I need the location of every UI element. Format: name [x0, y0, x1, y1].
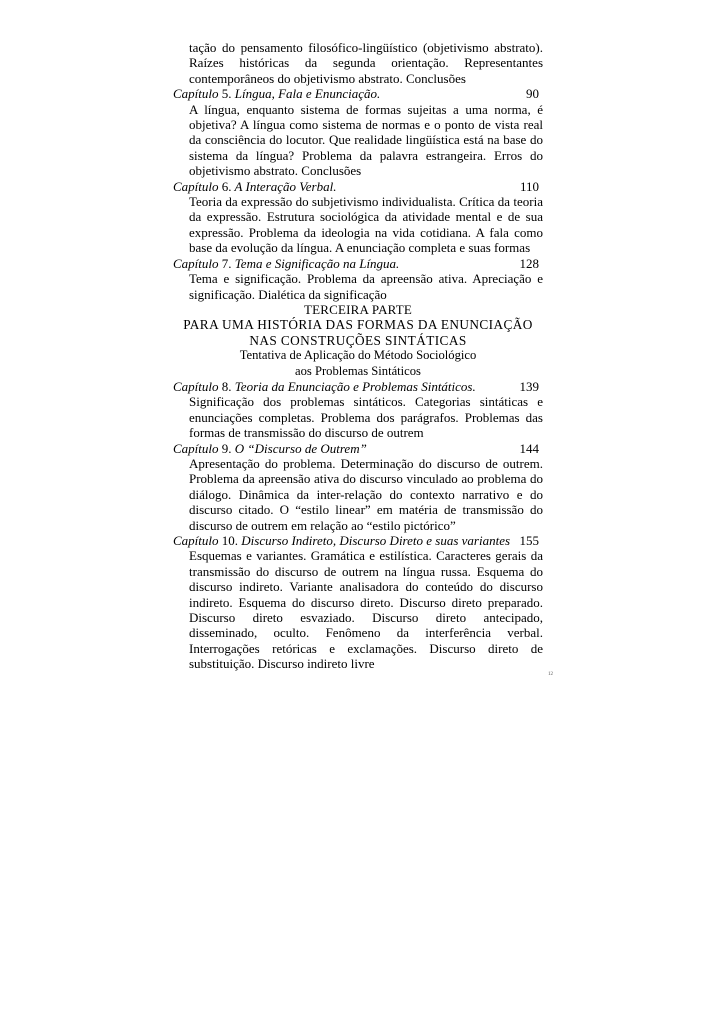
table-of-contents [173, 40, 543, 672]
chapter-number: 5. [221, 86, 232, 102]
chapter-page-number: 139 [519, 378, 539, 394]
chapter-lead: Capítulo [173, 255, 219, 271]
chapter-number: 10. [221, 533, 239, 548]
part-subtitle-line-1: Tentativa de Aplicação do Método Sociológico [239, 348, 477, 363]
chapter-9-description: Apresentação do problema. Determinação do discurso de outrem. Problema da apreensão ativa do discurso vinculado ao problema do diálogo. Dinâmica da inter-relação do contexto narrativo e do discurso citado. O “estilo linear” em matéria de transmissão do discurso de outrem em relação ao “estilo pictórico” [189, 455, 543, 533]
chapter-title: O “Discurso de Outrem” [234, 440, 367, 456]
chapter-8-heading [173, 379, 543, 394]
page-folio-number: 12 [548, 672, 553, 677]
chapter-page-number: 110 [519, 178, 539, 194]
chapter-10-heading [173, 533, 543, 548]
part-title-line-1: PARA UMA HISTÓRIA DAS FORMAS DA ENUNCIAÇÃO [183, 317, 533, 333]
chapter-title: A Interação Verbal. [234, 178, 337, 194]
chapter-page-number: 144 [519, 440, 539, 456]
chapter-lead: Capítulo [173, 533, 219, 548]
chapter-title: Língua, Fala e Enunciação. [234, 86, 381, 102]
chapter-7-description: Tema e significação. Problema da apreensão ativa. Apreciação e significação. Dialética da significação [189, 271, 543, 302]
chapter-number: 6. [221, 178, 232, 194]
part-heading: TERCEIRA PARTE [303, 301, 413, 317]
chapter-number: 9. [221, 440, 232, 456]
chapter-7-heading [173, 256, 543, 271]
chapter-lead: Capítulo [173, 378, 219, 394]
chapter-page-number: 90 [526, 86, 539, 102]
chapter-8-description: Significação dos problemas sintáticos. Categorias sintáticas e enunciações completas. Problema dos parágrafos. Problemas das formas de transmissão do discurso de outrem [189, 394, 543, 441]
chapter-number: 8. [221, 378, 232, 394]
chapter-title: Tema e Significação na Língua. [234, 255, 400, 271]
part-subtitle-line-2: aos Problemas Sintáticos [295, 363, 421, 378]
chapter-lead: Capítulo [173, 440, 219, 456]
chapter-10-description: Esquemas e variantes. Gramática e estilística. Caracteres gerais da transmissão do discurso de outrem na língua russa. Esquema do discurso indireto. Variante analisadora do conteúdo do discurso indireto. Esquema do discurso direto. Discurso direto preparado. Discurso direto esvaziado. Discurso direto antecipado, disseminado, oculto. Fenômeno da interferência verbal. Interrogações retóricas e exclamações. Discurso direto de substituição. Discurso indireto livre [189, 548, 543, 672]
chapter-6-description: Teoria da expressão do subjetivismo individualista. Crítica da teoria da expressão. Estrutura sociológica da atividade mental e de sua expressão. Problema da ideologia na vida cotidiana. A fala como base da evolução da língua. A enunciação completa e suas formas [189, 194, 543, 256]
chapter-lead: Capítulo [173, 86, 219, 102]
intro-description: tação do pensamento filosófico-lingüístico (objetivismo abstrato). Raízes históricas da segunda orientação. Representantes contemporâneos do objetivismo abstrato. Conclusões [189, 40, 543, 86]
part-title-line-2: NAS CONSTRUÇÕES SINTÁTICAS [249, 332, 467, 348]
chapter-page-number: 155 [519, 533, 539, 548]
chapter-title: Teoria da Enunciação e Problemas Sintáticos. [234, 378, 476, 394]
chapter-9-heading [173, 441, 543, 456]
chapter-5-description: A língua, enquanto sistema de formas sujeitas a uma norma, é objetiva? A língua como sistema de normas e o ponto de vista real da consciência do locutor. Que realidade lingüística está na base do sistema da língua? Problema da palavra estrangeira. Erros do objetivismo abstrato. Conclusões [189, 101, 543, 179]
chapter-6-heading [173, 179, 543, 194]
chapter-number: 7. [221, 255, 232, 271]
chapter-page-number: 128 [519, 255, 539, 271]
chapter-5-heading [173, 86, 543, 101]
chapter-title: Discurso Indireto, Discurso Direto e suas variantes [241, 533, 511, 548]
chapter-lead: Capítulo [173, 178, 219, 194]
